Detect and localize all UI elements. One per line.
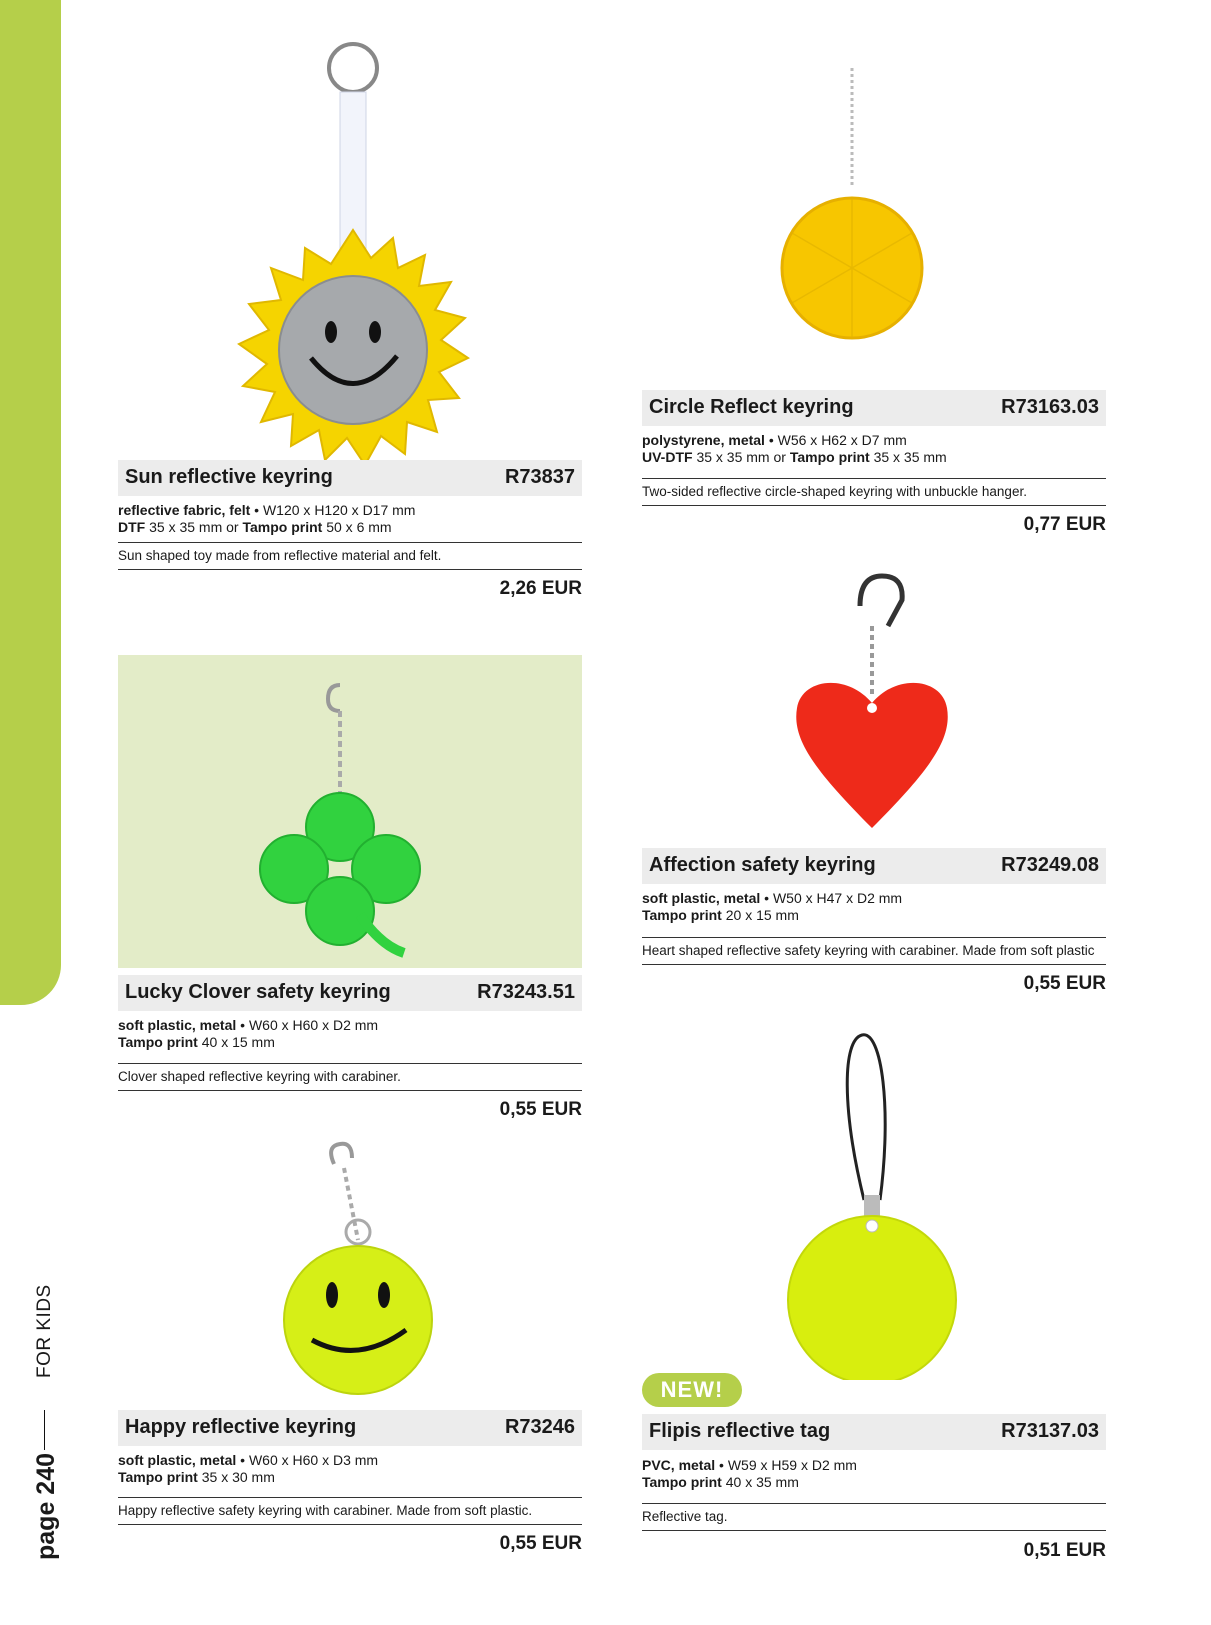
product-card[interactable]	[118, 655, 582, 1120]
product-description: Happy reflective safety keyring with carabiner. Made from soft plastic.	[118, 1497, 582, 1525]
product-specs: polystyrene, metal • W56 x H62 x D7 mm UV-DTF 35 x 35 mm or Tampo print 35 x 35 mm	[642, 432, 947, 465]
product-specs: PVC, metal • W59 x H59 x D2 mm Tampo print 40 x 35 mm	[642, 1457, 857, 1490]
product-name: Affection safety keyring	[649, 854, 876, 876]
yellow-circle-reflector-icon	[762, 68, 942, 378]
sun-smiley-keyring-icon	[218, 30, 488, 470]
product-code: R73249.08	[1001, 854, 1099, 876]
product-price: 2,26 EUR	[499, 578, 582, 599]
sidebar-divider	[44, 1410, 45, 1450]
product-title-bar	[118, 1410, 582, 1446]
green-clover-keyring-icon	[118, 655, 582, 968]
product-name: Flipis reflective tag	[649, 1420, 831, 1442]
product-description: Sun shaped toy made from reflective material and felt.	[118, 542, 582, 570]
product-specs: soft plastic, metal • W50 x H47 x D2 mm Tampo print 20 x 15 mm	[642, 890, 903, 923]
product-description: Clover shaped reflective keyring with carabiner.	[118, 1063, 582, 1091]
product-specs: soft plastic, metal • W60 x H60 x D3 mm Tampo print 35 x 30 mm	[118, 1452, 379, 1485]
product-title-bar	[118, 975, 582, 1011]
page-number: page 240	[32, 1452, 60, 1560]
product-code: R73246	[504, 1416, 575, 1438]
product-card[interactable]	[642, 60, 1106, 550]
product-price: 0,55 EUR	[499, 1099, 582, 1120]
product-name: Circle Reflect keyring	[649, 396, 854, 418]
yellow-reflective-tag-icon	[782, 1030, 972, 1380]
product-name: Lucky Clover safety keyring	[125, 981, 391, 1003]
red-heart-keyring-icon	[792, 568, 962, 838]
product-code: R73243.51	[477, 981, 575, 1003]
product-description: Heart shaped reflective safety keyring with carabiner. Made from soft plastic	[642, 937, 1106, 965]
category-label: FOR KIDS	[34, 1284, 55, 1378]
product-price: 0,55 EUR	[1023, 973, 1106, 994]
product-price: 0,77 EUR	[1023, 514, 1106, 535]
product-card[interactable]	[642, 568, 1106, 1008]
product-code: R73837	[504, 466, 575, 488]
product-name: Happy reflective keyring	[125, 1416, 357, 1438]
product-card[interactable]	[118, 30, 582, 630]
product-price: 0,55 EUR	[499, 1533, 582, 1554]
product-specs: soft plastic, metal • W60 x H60 x D2 mm Tampo print 40 x 15 mm	[118, 1017, 379, 1050]
product-title-bar	[642, 848, 1106, 884]
product-title-bar	[642, 1414, 1106, 1450]
product-code: R73163.03	[1001, 396, 1099, 418]
product-specs: reflective fabric, felt • W120 x H120 x D17 mm DTF 35 x 35 mm or Tampo print 50 x 6 mm	[118, 502, 416, 535]
product-card[interactable]	[642, 1030, 1106, 1560]
product-price: 0,51 EUR	[1023, 1540, 1106, 1561]
product-description: Reflective tag.	[642, 1503, 1106, 1531]
category-tab	[0, 0, 61, 1005]
product-card[interactable]	[118, 1140, 582, 1560]
product-title-bar	[642, 390, 1106, 426]
product-name: Sun reflective keyring	[125, 466, 333, 488]
smiley-circle-keyring-icon	[268, 1140, 438, 1400]
new-badge: NEW!	[642, 1373, 742, 1407]
product-title-bar	[118, 460, 582, 496]
product-code: R73137.03	[1001, 1420, 1099, 1442]
product-description: Two-sided reflective circle-shaped keyring with unbuckle hanger.	[642, 478, 1106, 506]
